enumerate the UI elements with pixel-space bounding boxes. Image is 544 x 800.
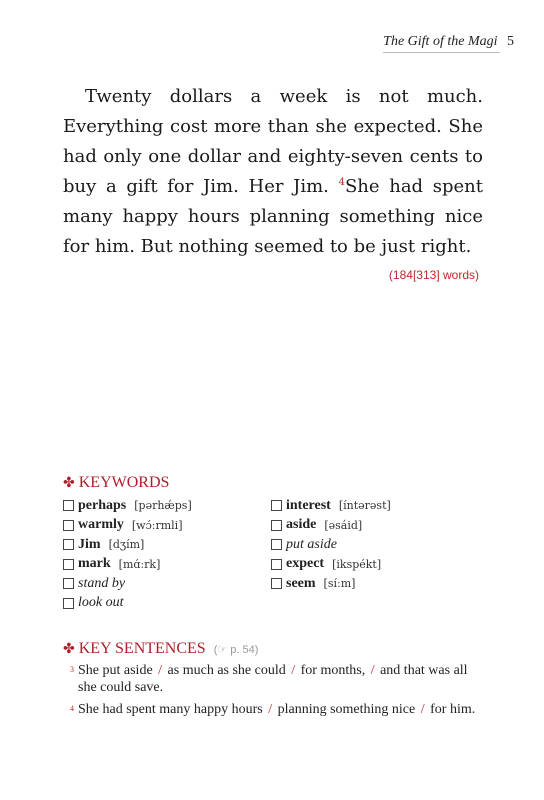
keyword-item (63, 516, 192, 536)
keywords-right-column (271, 496, 391, 594)
keywords-left-column (63, 496, 192, 613)
word-count-open: ( (388, 268, 393, 282)
passage-text-2: She had spent many happy hours planning something nice for him. But nothing seemed to be just right. (63, 176, 484, 257)
keyword-pronunciation: [əsáid] (324, 518, 363, 532)
keyword-item (271, 555, 391, 575)
keyword-pronunciation: [wɔ́ːrmli] (131, 518, 183, 532)
sentence-number: 3 (70, 665, 74, 674)
keyword-item (63, 535, 192, 555)
sentence-chunk: She put aside (78, 663, 153, 678)
word-count: (184[313] words) (388, 268, 479, 282)
page-reference: (☞ p. 54) (213, 644, 259, 656)
passage-text-1: Twenty dollars a week is not much. Everything cost more than she expected. She had only one dollar and eighty-seven cents to buy a gift for Jim. Her Jim. (63, 86, 483, 197)
word-count-total: 313 (416, 268, 437, 282)
key-sentence (70, 701, 480, 718)
keyword-item (63, 496, 192, 516)
keyword-item (63, 555, 192, 575)
clover-icon: ✤ (63, 476, 75, 491)
keyword-item (271, 516, 391, 536)
keyword-word: seem (286, 575, 316, 591)
chunk-divider: / (158, 663, 163, 678)
clover-icon: ✤ (63, 642, 75, 657)
checkbox-icon[interactable] (63, 559, 74, 570)
sentence-chunk: for him. (430, 702, 476, 717)
keywords-heading (63, 474, 169, 492)
sentence-chunk: planning something nice (277, 702, 416, 717)
checkbox-icon[interactable] (271, 578, 282, 589)
chunk-divider: / (291, 663, 296, 678)
keyword-word: look out (78, 595, 124, 611)
checkbox-icon[interactable] (271, 559, 282, 570)
keyword-item (271, 535, 391, 555)
keyword-word: interest (286, 497, 331, 513)
page-number: 5 (507, 34, 514, 49)
checkbox-icon[interactable] (63, 500, 74, 511)
checkbox-icon[interactable] (271, 539, 282, 550)
sentence-chunk: She had spent many happy hours (78, 702, 263, 717)
chunk-divider: / (268, 702, 273, 717)
keyword-pronunciation: [síːm] (323, 577, 356, 591)
sentence-marker: 4 (338, 177, 345, 188)
keyword-pronunciation: [ikspékt] (332, 557, 382, 571)
keyword-word: Jim (78, 536, 101, 552)
sentence-number: 4 (70, 704, 74, 713)
checkbox-icon[interactable] (271, 500, 282, 511)
checkbox-icon[interactable] (271, 520, 282, 531)
checkbox-icon[interactable] (63, 539, 74, 550)
keyword-pronunciation: [íntərəst] (338, 499, 391, 513)
key-sentence (70, 662, 480, 696)
key-sentences-list (70, 662, 480, 723)
header-rule (383, 52, 500, 53)
keyword-word: expect (286, 556, 325, 572)
book-title: The Gift of the Magi (383, 34, 498, 49)
word-count-current: 184 (392, 268, 413, 282)
keyword-word: mark (78, 556, 111, 572)
keyword-word: warmly (78, 517, 124, 533)
keyword-word: stand by (78, 575, 126, 591)
keywords-title: KEYWORDS (78, 474, 170, 491)
keyword-item (271, 496, 391, 516)
running-header (383, 34, 514, 50)
keyword-item (271, 574, 391, 594)
word-count-label: words (442, 268, 475, 282)
checkbox-icon[interactable] (63, 520, 74, 531)
keyword-word: perhaps (78, 497, 127, 513)
keyword-pronunciation: [dʒím] (108, 538, 145, 552)
story-passage (63, 82, 483, 262)
sentence-chunk: for months, (300, 663, 366, 678)
word-count-close: ) (475, 268, 479, 282)
keyword-word: put aside (286, 536, 337, 552)
sentence-chunk: as much as she could (167, 663, 286, 678)
keyword-pronunciation: [mɑ́ːrk] (118, 557, 161, 571)
keyword-word: aside (286, 517, 317, 533)
chunk-divider: / (370, 663, 375, 678)
key-sentences-title: KEY SENTENCES (78, 640, 206, 657)
keyword-item (63, 594, 192, 614)
checkbox-icon[interactable] (63, 578, 74, 589)
keyword-item (63, 574, 192, 594)
chunk-divider: / (420, 702, 425, 717)
checkbox-icon[interactable] (63, 598, 74, 609)
keyword-pronunciation: [pərhǽps] (134, 499, 192, 513)
key-sentences-heading (63, 640, 258, 658)
sentence-chunk: and that was all she could save. (78, 663, 468, 695)
